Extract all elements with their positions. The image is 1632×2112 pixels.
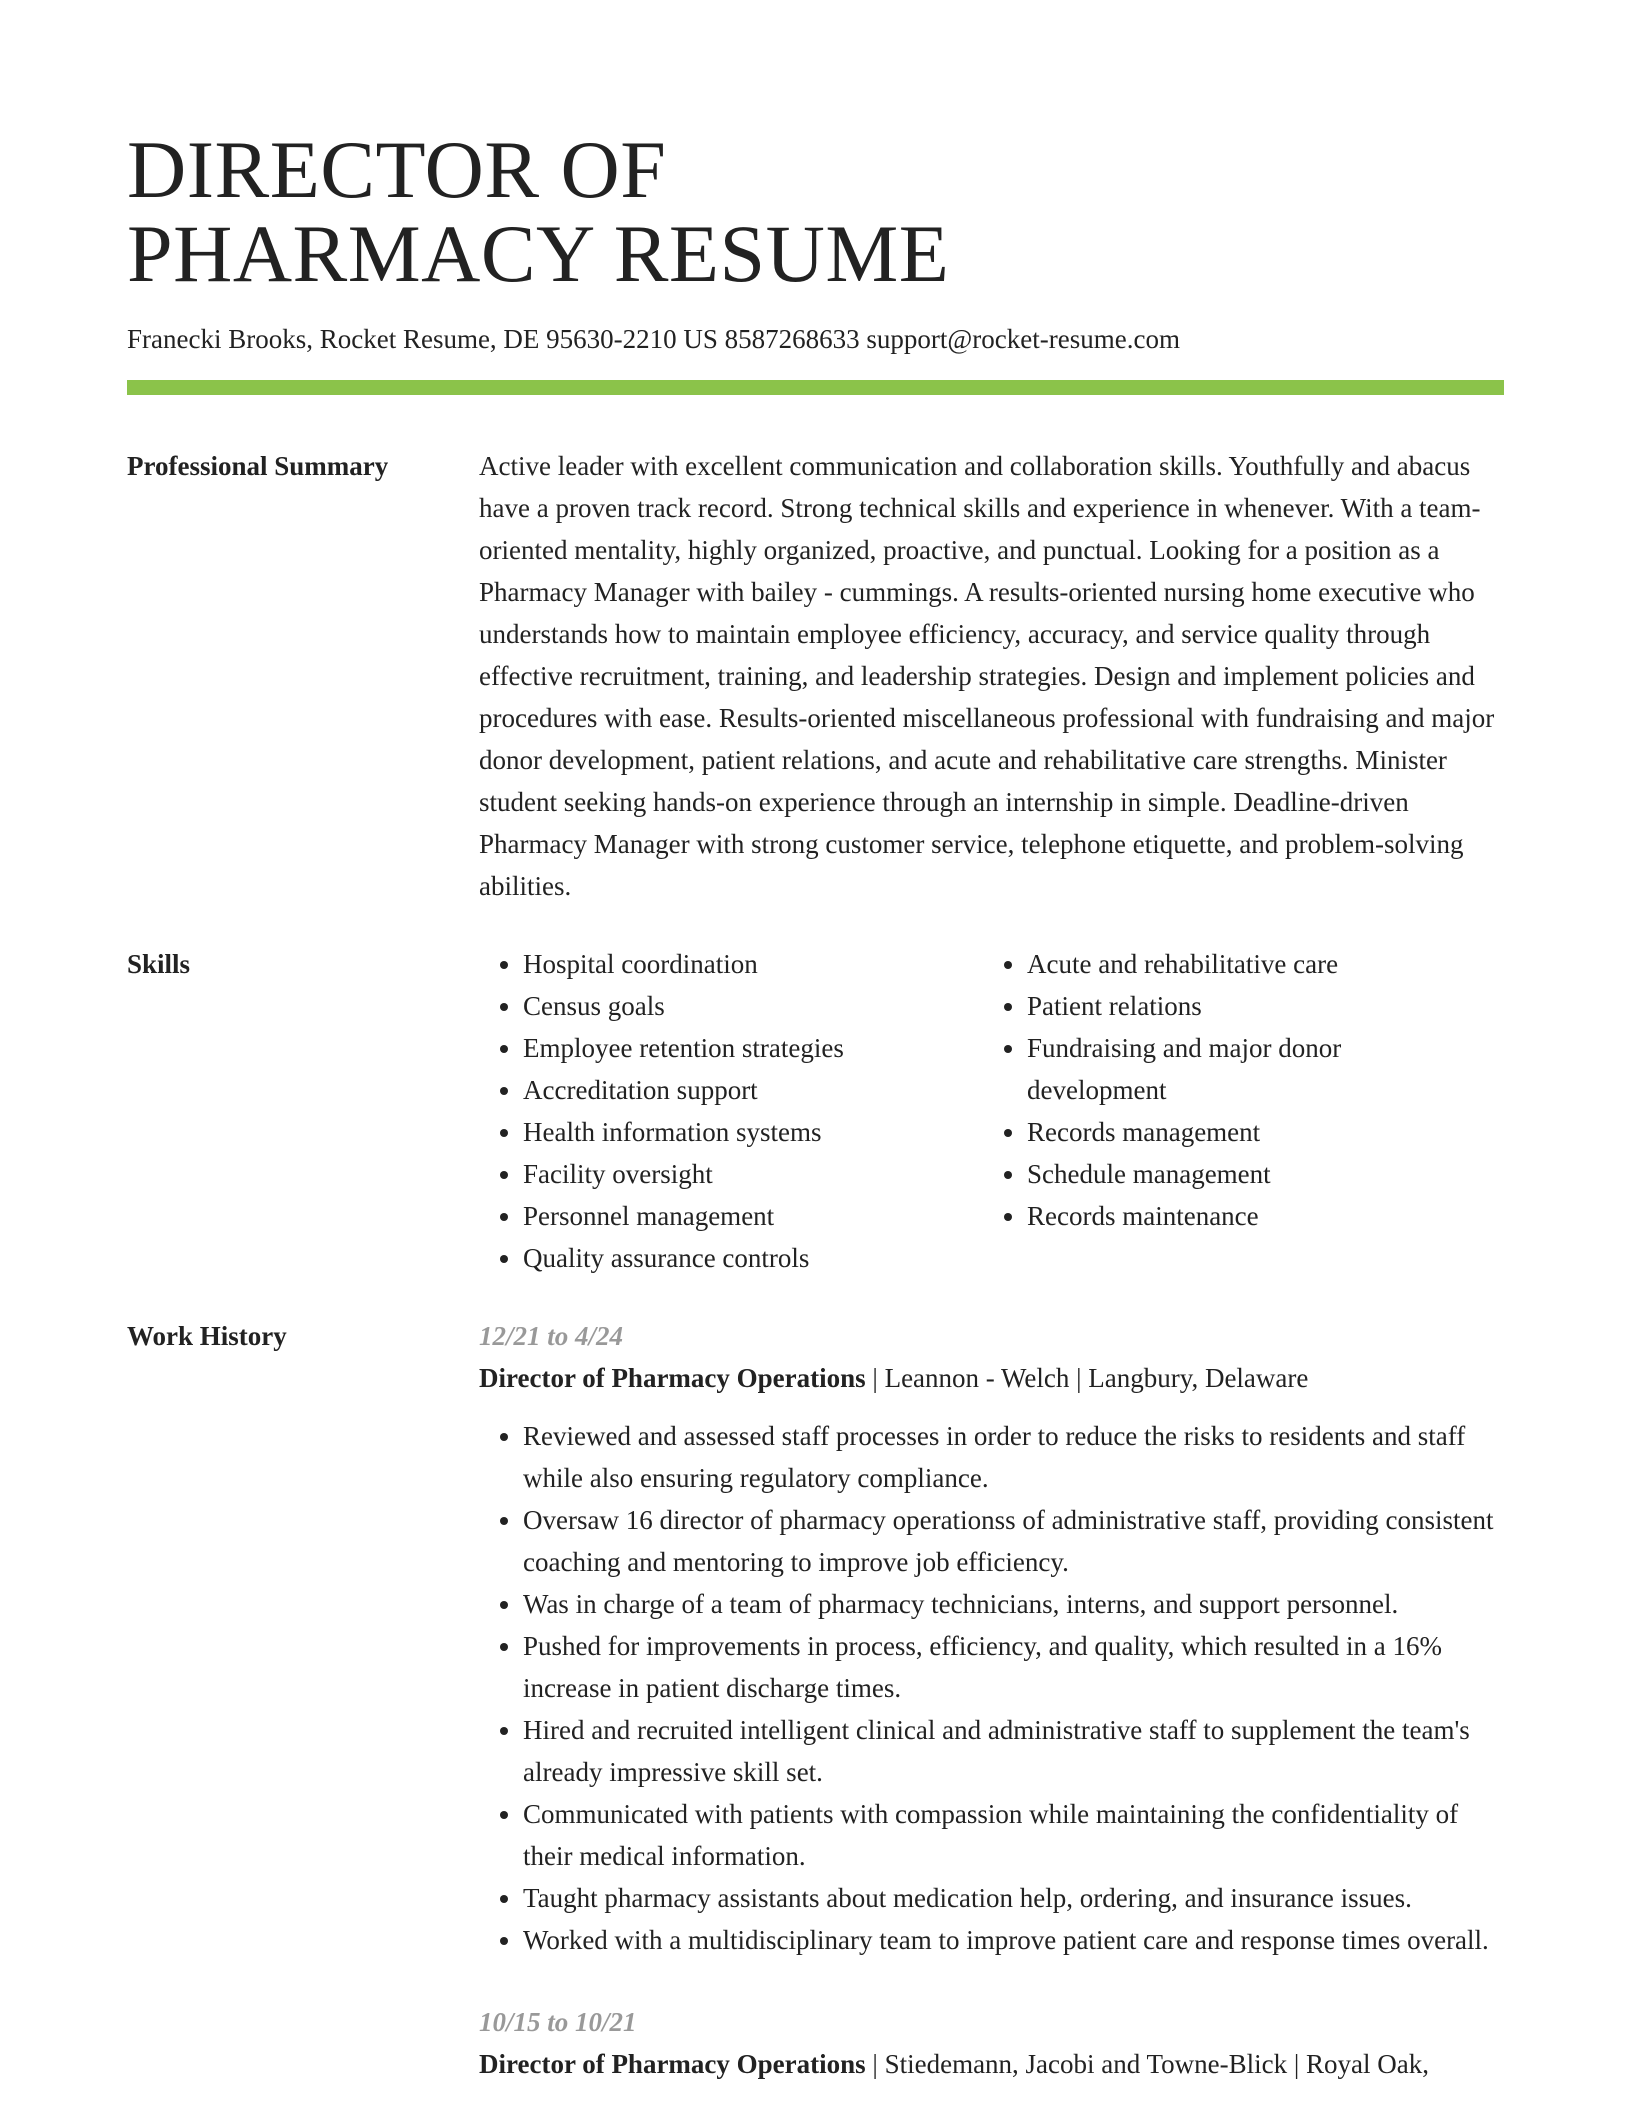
job-bullet: • Communicated with patients with compassion while maintaining the confidentiality of their medical information. — [523, 1793, 1504, 1877]
job-date: 10/15 to 10/21 — [479, 2007, 637, 2037]
job-details: | Leannon - Welch | Langbury, Delaware — [865, 1363, 1309, 1393]
summary-section — [127, 445, 1504, 907]
summary-label: Professional Summary — [127, 451, 389, 481]
skill-item: • Records management — [1027, 1111, 1427, 1153]
accent-divider — [127, 380, 1504, 395]
skill-item: • Hospital coordination — [523, 943, 983, 985]
skill-item: • Fundraising and major donor development — [1027, 1027, 1427, 1111]
job-bullet: • Oversaw 16 director of pharmacy operationss of administrative staff, providing consistent coaching and mentoring to improve job efficiency. — [523, 1499, 1504, 1583]
skill-item: • Facility oversight — [523, 1153, 983, 1195]
job-entry — [479, 2001, 1504, 2085]
job-date: 12/21 to 4/24 — [479, 1321, 624, 1351]
summary-text: Active leader with excellent communication and collaboration skills. Youthfully and abacus have a proven track record. Strong technical skills and experience in whenever. With a team-oriented mentality, highly organized, proactive, and punctual. Looking for a position as a Pharmacy Manager with bailey - cummings. A results-oriented nursing home executive who understands how to maintain employee efficiency, accuracy, and service quality through effective recruitment, training, and leadership strategies. Design and implement policies and procedures with ease. Results-oriented miscellaneous professional with fundraising and major donor development, patient relations, and acute and rehabilitative care strengths. Minister student seeking hands-on experience through an internship in simple. Deadline-driven Pharmacy Manager with strong customer service, telephone etiquette, and problem-solving abilities. — [479, 451, 1495, 901]
job-details: | Stiedemann, Jacobi and Towne-Blick | Royal Oak, — [865, 2049, 1429, 2079]
title-line-1: DIRECTOR OF — [127, 124, 667, 215]
skills-list-col2 — [983, 943, 1427, 1279]
job-bullets — [479, 1415, 1504, 1961]
skills-label: Skills — [127, 949, 191, 979]
skill-item: • Schedule management — [1027, 1153, 1427, 1195]
job-bullet: • Reviewed and assessed staff processes in order to reduce the risks to residents and staff while also ensuring regulatory compliance. — [523, 1415, 1504, 1499]
job-bullet: • Pushed for improvements in process, efficiency, and quality, which resulted in a 16% increase in patient discharge times. — [523, 1625, 1504, 1709]
skill-item: • Census goals — [523, 985, 983, 1027]
job-title: Director of Pharmacy Operations — [479, 2049, 866, 2079]
job-entry — [479, 1315, 1504, 1961]
work-history-section — [127, 1315, 1504, 2085]
job-heading — [479, 2043, 1504, 2085]
skill-item: • Patient relations — [1027, 985, 1427, 1027]
skill-item: • Accreditation support — [523, 1069, 983, 1111]
skill-item: • Employee retention strategies — [523, 1027, 983, 1069]
skills-section — [127, 943, 1504, 1279]
resume-page — [127, 124, 1504, 2085]
skill-item: • Health information systems — [523, 1111, 983, 1153]
skill-item: • Quality assurance controls — [523, 1237, 983, 1279]
title-line-2: PHARMACY RESUME — [127, 208, 950, 299]
job-bullet: • Worked with a multidisciplinary team to improve patient care and response times overall. — [523, 1919, 1504, 1961]
work-history-label: Work History — [127, 1321, 287, 1351]
contact-info: Franecki Brooks, Rocket Resume, DE 95630-2210 US 8587268633 support@rocket-resume.com — [127, 324, 1180, 354]
job-bullet: • Was in charge of a team of pharmacy technicians, interns, and support personnel. — [523, 1583, 1504, 1625]
skill-item: • Records maintenance — [1027, 1195, 1427, 1237]
job-bullet: • Taught pharmacy assistants about medication help, ordering, and insurance issues. — [523, 1877, 1504, 1919]
skill-item: • Acute and rehabilitative care — [1027, 943, 1427, 985]
skills-list-col1 — [479, 943, 983, 1279]
job-title: Director of Pharmacy Operations — [479, 1363, 866, 1393]
job-heading — [479, 1357, 1504, 1399]
page-title — [127, 124, 1504, 299]
job-bullet: • Hired and recruited intelligent clinical and administrative staff to supplement the team's already impressive skill set. — [523, 1709, 1504, 1793]
skill-item: • Personnel management — [523, 1195, 983, 1237]
